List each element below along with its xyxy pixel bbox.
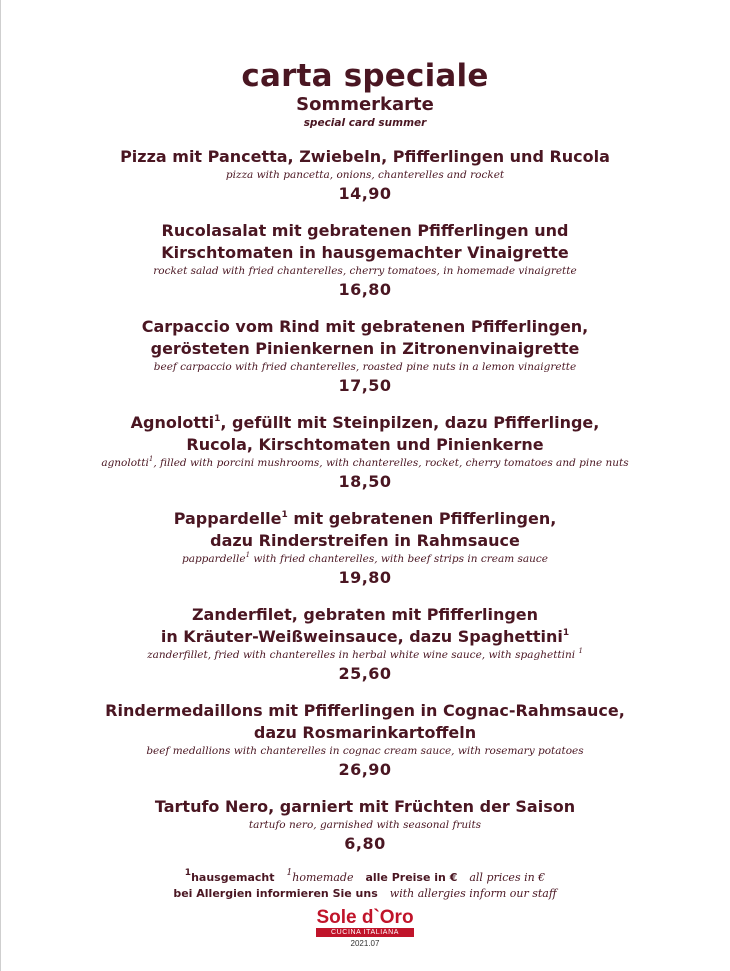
menu-title: carta speciale (241, 58, 489, 94)
item-price: 18,50 (338, 472, 392, 491)
item-name-english: beef medallions with chanterelles in cognac cream sauce, with rosemary potatoes (146, 745, 584, 757)
item-price: 26,90 (338, 760, 392, 779)
footnote-marker: 1 (245, 550, 251, 559)
item-name-german: Pizza mit Pancetta, Zwiebeln, Pfifferlingen und Rucola (120, 147, 610, 166)
footnote-marker: 1 (184, 868, 192, 879)
item-name-german: Tartufo Nero, garniert mit Früchten der Saison (154, 797, 576, 816)
item-name-line-1a: Agnolotti (130, 413, 215, 432)
menu-subtitle-english: special card summer (303, 117, 427, 129)
footer-line-2 (0, 886, 730, 902)
item-name-line-1a: Pappardelle (173, 509, 282, 528)
item-name-line-2: Kirschtomaten in hausgemachter Vinaigrette (161, 243, 569, 262)
item-name-english (0, 456, 730, 471)
footnote-homemade-english: homemade (292, 871, 354, 884)
prices-note-german: alle Preise in € (365, 871, 458, 884)
menu-subtitle: Sommerkarte (296, 94, 434, 115)
item-name-line-1: Rucolasalat mit gebratenen Pfifferlingen und (161, 221, 569, 240)
item-price: 14,90 (338, 184, 392, 203)
footnote-homemade-german: hausgemacht (191, 871, 275, 884)
item-name-german (0, 412, 730, 456)
restaurant-logo (316, 908, 413, 949)
menu-item-pizza (0, 146, 730, 205)
footnote-marker: 1 (578, 646, 583, 655)
menu-item-carpaccio (0, 316, 730, 397)
footnote-marker: 1 (562, 627, 570, 638)
footnote-marker: 1 (281, 509, 288, 520)
menu-item-rucolasalat (0, 220, 730, 301)
logo-name: Sole d`Oro (316, 907, 414, 928)
item-name-english: tartufo nero, garnished with seasonal fruits (248, 819, 482, 831)
item-english-b: with fried chanterelles, with beef strips in cream sauce (250, 553, 548, 565)
item-english-a: agnolotti (101, 457, 149, 469)
item-name-line-2: Rucola, Kirschtomaten und Pinienkerne (186, 435, 544, 454)
item-name-line-1b: , gefüllt mit Steinpilzen, dazu Pfifferlinge, (220, 413, 600, 432)
footnote-marker: 1 (286, 868, 293, 879)
menu-footer-notes (0, 870, 730, 902)
item-name-german (0, 508, 730, 552)
item-name-english: beef carpaccio with fried chanterelles, roasted pine nuts in a lemon vinaigrette (153, 361, 577, 373)
item-price: 6,80 (344, 834, 386, 853)
item-name-line-2a: in Kräuter-Weißweinsauce, dazu Spaghettini (160, 627, 563, 646)
item-english-b: , filled with porcini mushrooms, with chanterelles, rocket, cherry tomatoes and pine nuts (153, 457, 629, 469)
item-name-line-2: dazu Rosmarinkartoffeln (253, 723, 477, 742)
logo-tagline: CUCINA ITALIANA (316, 928, 413, 937)
menu-item-tartufo (0, 796, 730, 855)
item-name-line-1: Carpaccio vom Rind mit gebratenen Pfifferlingen, (141, 317, 589, 336)
page-edge-rule (0, 0, 1, 971)
item-name-line-2: gerösteten Pinienkernen in Zitronenvinaigrette (150, 339, 580, 358)
item-name-german (0, 700, 730, 744)
item-name-line-2: dazu Rinderstreifen in Rahmsauce (210, 531, 520, 550)
item-name-german (0, 220, 730, 264)
menu-item-rindermedaillons (0, 700, 730, 781)
menu-version-date: 2021.07 (350, 939, 380, 948)
allergy-note-german: bei Allergien informieren Sie uns (173, 887, 378, 900)
item-name-german (0, 316, 730, 360)
footnote-marker: 1 (214, 413, 221, 424)
menu-item-zanderfilet (0, 604, 730, 685)
item-price: 17,50 (338, 376, 392, 395)
item-price: 25,60 (338, 664, 392, 683)
prices-note-english: all prices in € (469, 871, 546, 884)
item-name-english (0, 648, 730, 663)
allergy-note-english: with allergies inform our staff (389, 887, 557, 900)
item-name-line-1: Rindermedaillons mit Pfifferlingen in Cognac-Rahmsauce, (105, 701, 625, 720)
menu-item-agnolotti (0, 412, 730, 493)
item-name-english (0, 552, 730, 567)
menu-item-pappardelle (0, 508, 730, 589)
item-price: 16,80 (338, 280, 392, 299)
footnote-marker: 1 (148, 454, 154, 463)
item-name-english: pizza with pancetta, onions, chanterelles and rocket (225, 169, 505, 181)
item-english-a: pappardelle (181, 553, 246, 565)
item-name-english: rocket salad with fried chanterelles, cherry tomatoes, in homemade vinaigrette (153, 265, 577, 277)
item-price: 19,80 (338, 568, 392, 587)
item-english-a: zanderfillet, fried with chanterelles in herbal white wine sauce, with spaghettini (147, 649, 579, 661)
item-name-line-1b: mit gebratenen Pfifferlingen, (287, 509, 557, 528)
item-name-german (0, 604, 730, 648)
item-name-line-1: Zanderfilet, gebraten mit Pfifferlingen (191, 605, 539, 624)
footer-line-1 (0, 870, 730, 886)
